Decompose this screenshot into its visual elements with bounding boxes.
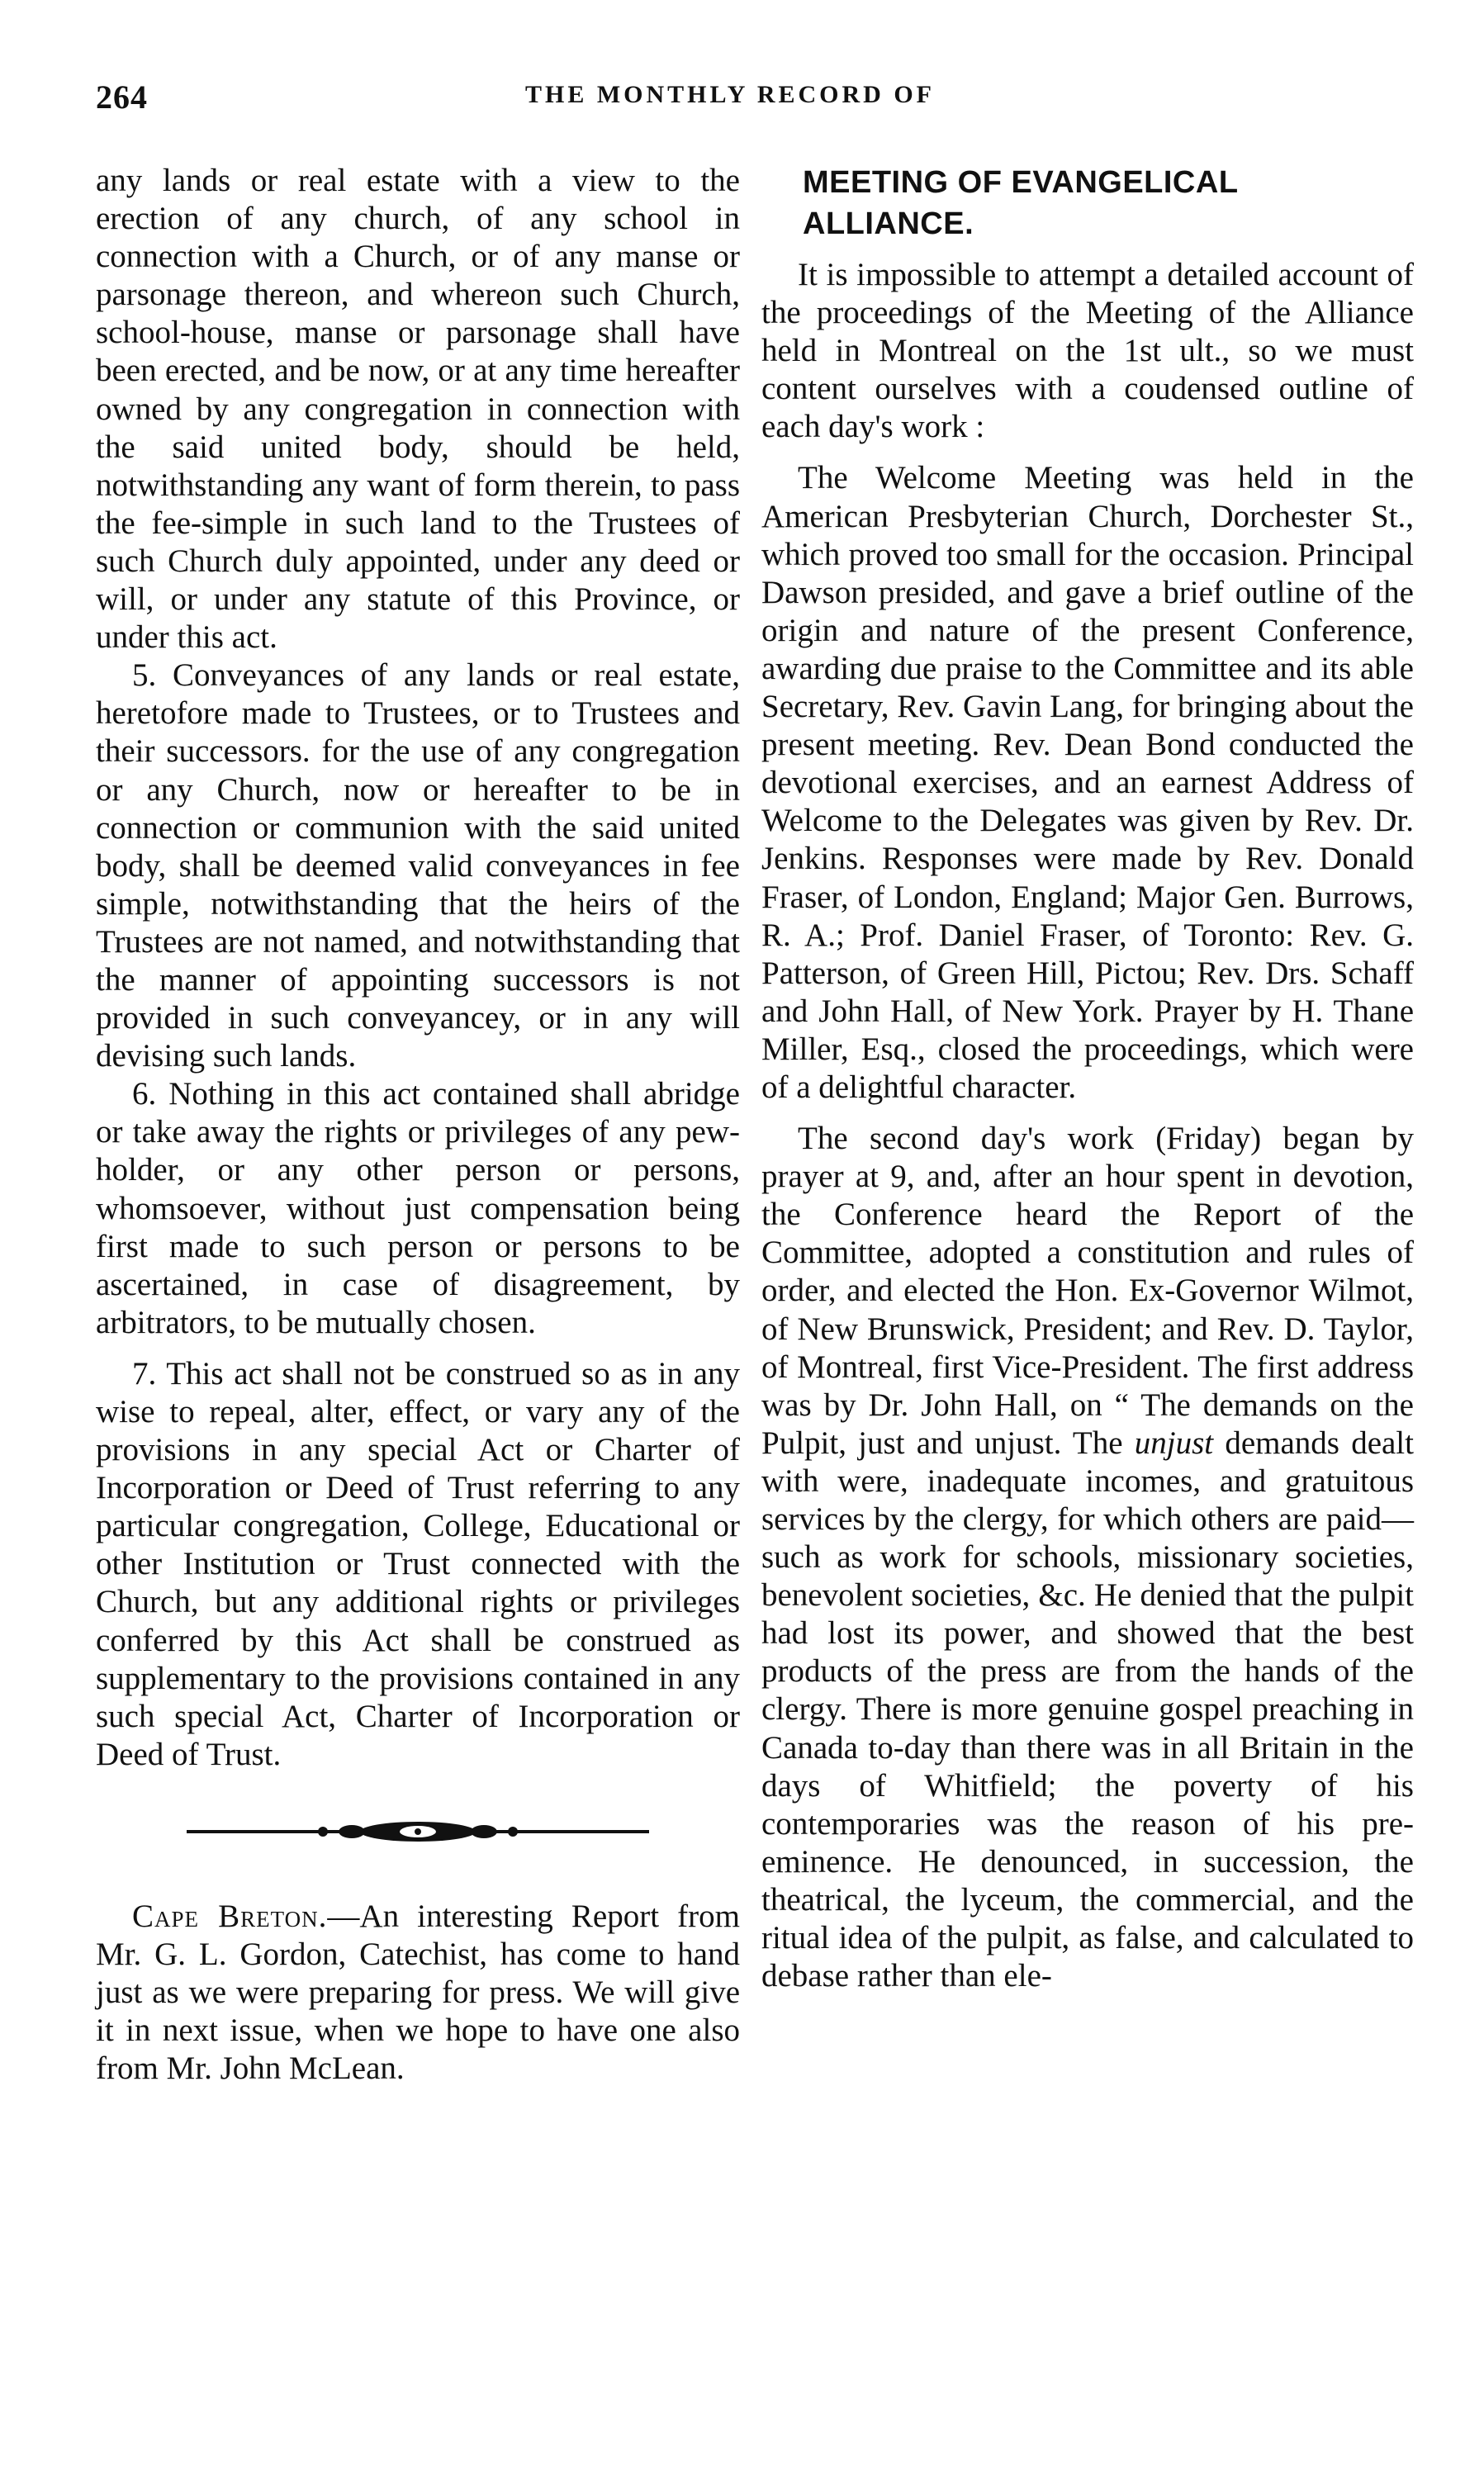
page-number: 264	[96, 78, 148, 116]
running-head: THE MONTHLY RECORD OF	[525, 81, 935, 108]
cape-breton-body: —An interesting Report from Mr. G. L. Gordon, Catechist, has come to hand just as we were preparing for press. We will give it in next issue, when we hope to have one also from Mr. John McLean.	[96, 1898, 740, 2087]
article-paragraph-3-a: The second day's work (Friday) began by prayer at 9, and, after an hour spent in devotion, the Conference heard the Report of the Committee, adopted a constitution and rules of order, and elected the Hon. Ex-Governor Wilmot, of New Brunswick, President; and Rev. D. Taylor, of Montreal, first Vice-President. The first address was by Dr. John Hall, on “ The demands on the Pulpit, just and unjust. The	[761, 1121, 1414, 1461]
article-headline: MEETING OF EVANGELICAL ALLIANCE.	[803, 165, 1238, 241]
paragraph-section-6: 6. Nothing in this act contained shall abridge or take away the rights or privileges of any pew-holder, or any other person or persons, whomsoever, without just compensation being first made to such person or persons to be ascertained, in case of disagreement, by arbitrators, to be mutually chosen.	[96, 1076, 740, 1340]
ornamental-divider	[96, 1815, 740, 1848]
article-paragraph-2: The Welcome Meeting was held in the American Presbyterian Church, Dorchester St., which proved too small for the occasion. Principal Dawson presided, and gave a brief outline of the origin and nature of the present Conference, awarding due praise to the Committee and its able Secretary, Rev. Gavin Lang, for bringing about the present meeting. Rev. Dean Bond conducted the devotional exercises, and an earnest Address of Welcome to the Delegates was given by Rev. Dr. Jenkins. Responses were made by Rev. Donald Fraser, of London, England; Major Gen. Burrows, R. A.; Prof. Daniel Fraser, of Toronto: Rev. G. Patterson, of Green Hill, Pictou; Rev. Drs. Schaff and John Hall, of New York. Prayer by H. Thane Miller, Esq., closed the proceedings, which were of a delightful character.	[761, 460, 1414, 1105]
article-paragraph-3-emphasis: unjust	[1134, 1425, 1214, 1461]
left-column	[96, 162, 740, 2088]
paragraph-continued: any lands or real estate with a view to the erection of any church, of any school in connection with a Church, or of any manse or parsonage thereon, and whereon such Church, school-house, manse or parsonage shall have been erected, and be now, or at any time hereafter owned by any congregation in connection with the said united body, should be held, notwithstanding any want of form therein, to pass the fee-simple in such land to the Trustees of such Church duly appointed, under any deed or will, or under any statute of this Province, or under this act.	[96, 163, 740, 656]
cape-breton-lead: Cape Breton.	[132, 1898, 328, 1934]
cape-breton-notice	[96, 1898, 740, 2088]
article-paragraph-3-b: demands dealt with were, inadequate incomes, and gratuitous services by the clergy, for which others are paid—such as work for schools, missionary societies, benevolent societies, &c. He denied that the pulpit had lost its power, and showed that the best products of the press are from the hands of the clergy. There is more genuine gospel preaching in Canada to-day than there was in all Britain in the days of Whitfield; the poverty of his contemporaries was the reason of his pre-eminence. He denounced, in succession, the theatrical, the lyceum, the commercial, and the ritual idea of the pulpit, as false, and calculated to debase rather than ele-	[761, 1425, 1414, 1994]
right-column	[761, 162, 1414, 1995]
divider-ornament-icon	[187, 1815, 649, 1848]
page-header	[96, 78, 1417, 127]
article-paragraph-1: It is impossible to attempt a detailed account of the proceedings of the Meeting of the Alliance held in Montreal on the 1st ult., so we must content ourselves with a coudensed outline of each day's work :	[761, 257, 1414, 445]
paragraph-section-5: 5. Conveyances of any lands or real estate, heretofore made to Trustees, or to Trustees and their successors. for the use of any congregation or any Church, now or hereafter to be in connection or communion with the said united body, shall be deemed valid conveyances in fee simple, notwithstanding that the heirs of the Trustees are not named, and notwithstanding that the manner of appointing successors is not provided in such conveyancey, or in any will devising such lands.	[96, 657, 740, 1074]
article-paragraph-3	[761, 1120, 1414, 1995]
paragraph-section-7: 7. This act shall not be construed so as in any wise to repeal, alter, effect, or vary any of the provisions in any special Act or Charter of Incorporation or Deed of Trust referring to any particular congregation, College, Educational or other Institution or Trust connected with the Church, but any additional rights or privileges conferred by this Act shall be construed as supplementary to the provisions contained in any such special Act, Charter of Incorporation or Deed of Trust.	[96, 1355, 740, 1772]
